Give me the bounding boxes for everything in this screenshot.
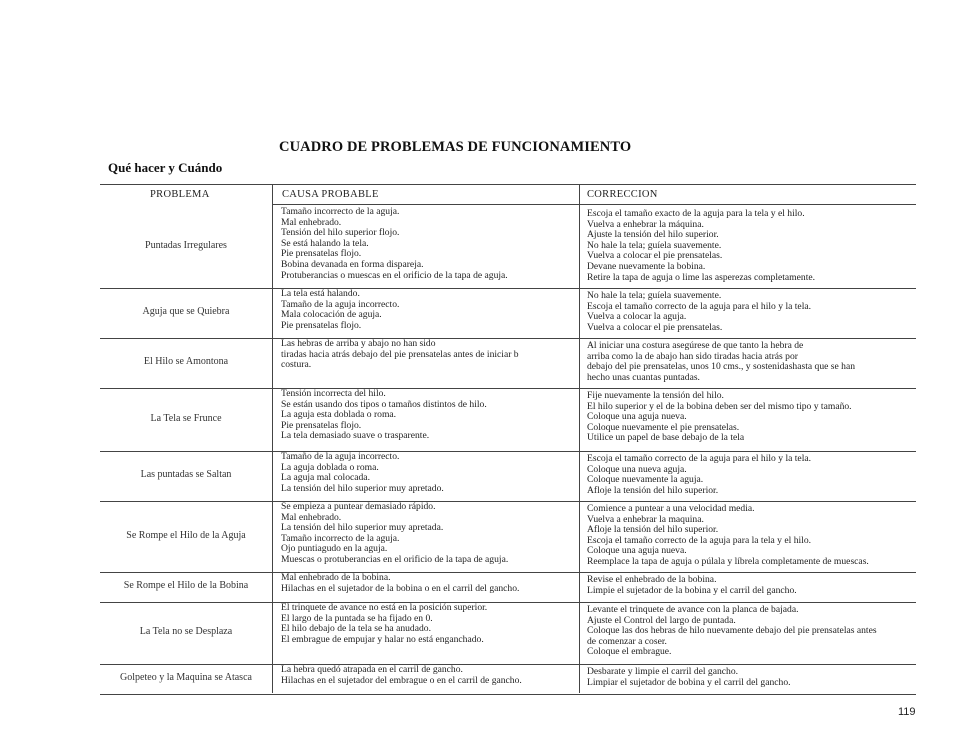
correction-line: Vuelva a enhebrar la maquina. <box>587 513 704 525</box>
cause-line: Tensión del hilo superior flojo. <box>281 227 400 239</box>
correction-cell <box>587 391 852 444</box>
table-row <box>0 289 954 337</box>
problem-label: La Tela no se Desplaza <box>139 626 233 637</box>
cause-line: La tensión del hilo superior muy apretada. <box>281 522 444 534</box>
correction-line: Desbarate y limpie el carril del gancho. <box>587 666 739 677</box>
cause-cell <box>281 502 508 566</box>
cause-line: Se está halando la tela. <box>281 237 369 249</box>
correction-cell <box>587 667 791 688</box>
correction-line: No hale la tela; guíela suavemente. <box>587 239 722 251</box>
row-separator <box>100 694 916 695</box>
header-correccion: CORRECCION <box>587 189 658 200</box>
cause-line: Ojo puntiagudo en la aguja. <box>281 543 388 555</box>
correction-line: Escoja el tamaño correcto de la aguja para el hilo y la tela. <box>587 300 812 312</box>
cause-line: Pie prensatelas flojo. <box>281 248 362 260</box>
cause-line: La aguja esta doblada o roma. <box>281 409 397 421</box>
cause-line: La tensión del hilo superior muy apretado. <box>281 482 444 494</box>
correction-cell <box>587 504 869 568</box>
cause-line: La aguja mal colocada. <box>281 472 370 484</box>
correction-line: Afloje la tensión del hilo superior. <box>587 484 719 496</box>
cause-line: Tamaño incorrecto de la aguja. <box>281 532 400 544</box>
problem-label: Puntadas Irregulares <box>145 240 227 251</box>
cause-line: El embrague de empujar y halar no está enganchado. <box>281 633 484 645</box>
problem-label: El Hilo se Amontona <box>143 356 229 367</box>
correction-line: Reemplace la tapa de aguja o púlala y líbrela completamente de muescas. <box>587 555 869 567</box>
correction-line: Coloque una aguja nueva. <box>587 411 687 423</box>
cause-line: La aguja doblada o roma. <box>281 461 379 473</box>
cause-line: El largo de la puntada se ha fijado en 0. <box>281 612 433 624</box>
table-row <box>0 665 954 693</box>
cause-line: Mala colocación de aguja. <box>281 309 382 321</box>
correction-line: Ajuste la tensión del hilo superior. <box>587 229 719 241</box>
cause-line: La tela está halando. <box>281 288 360 299</box>
header-causa: CAUSA PROBABLE <box>282 189 379 200</box>
cause-line: Las hebras de arriba y abajo no han sido <box>281 338 436 349</box>
table-row <box>0 502 954 571</box>
correction-line: Vuelva a colocar la aguja. <box>587 311 687 323</box>
cause-line: Mal enhebrado. <box>281 216 342 228</box>
correction-line: Coloque nuevamente el pie prensatelas. <box>587 421 740 433</box>
cause-cell <box>281 665 522 686</box>
cause-line: Hilachas en el sujetador de la bobina o en el carril del gancho. <box>281 582 520 594</box>
correction-line: Coloque nuevamente la aguja. <box>587 474 704 486</box>
cause-line: Mal enhebrado de la bobina. <box>281 572 391 583</box>
correction-line: Revise el enhebrado de la bobina. <box>587 574 717 585</box>
section-subtitle: Qué hacer y Cuándo <box>108 160 223 175</box>
cause-cell <box>281 389 487 442</box>
cause-line: tiradas hacia atrás debajo del pie prensatelas antes de iniciar b <box>281 348 519 360</box>
cause-line: El trinquete de avance no está en la posición superior. <box>281 602 488 613</box>
cause-cell <box>281 603 487 645</box>
page-title: CUADRO DE PROBLEMAS DE FUNCIONAMIENTO <box>279 139 632 155</box>
correction-line: Devane nuevamente la bobina. <box>587 260 706 272</box>
table-top-rule <box>100 184 916 185</box>
problem-label: Se Rompe el Hilo de la Aguja <box>126 530 246 541</box>
cause-cell <box>281 573 519 594</box>
correction-line: Utilice un papel de base debajo de la tela <box>587 432 745 444</box>
correction-cell <box>587 209 815 283</box>
correction-line: Escoja el tamaño correcto de la aguja para la tela y el hilo. <box>587 534 812 546</box>
correction-line: Afloje la tensión del hilo superior. <box>587 524 719 536</box>
correction-line: Levante el trinquete de avance con la planca de bajada. <box>587 604 799 615</box>
cause-cell <box>281 207 508 281</box>
correction-line: Comience a puntear a una velocidad media. <box>587 503 755 514</box>
correction-line: Fije nuevamente la tensión del hilo. <box>587 390 724 401</box>
table-row <box>0 389 954 450</box>
correction-line: Al iniciar una costura asegúrese de que tanto la hebra de <box>587 340 804 351</box>
correction-line: hecho unas cuantas puntadas. <box>587 371 700 383</box>
correction-line: El hilo superior y el de la bobina deben ser del mismo tipo y tamaño. <box>587 400 852 412</box>
cause-line: Pie prensatelas flojo. <box>281 419 362 431</box>
correction-line: de comenzar a coser. <box>587 635 667 647</box>
correction-line: Coloque las dos hebras de hilo nuevamente debajo del pie prensatelas antes <box>587 625 877 637</box>
problem-label: Las puntadas se Saltan <box>140 469 232 480</box>
problem-label: Golpeteo y la Maquina se Atasca <box>120 672 252 683</box>
table-row <box>0 603 954 663</box>
cause-line: Mal enhebrado. <box>281 511 342 523</box>
correction-line: Escoja el tamaño exacto de la aguja para la tela y el hilo. <box>587 208 805 219</box>
cause-line: Tamaño incorrecto de la aguja. <box>281 206 400 217</box>
correction-line: arriba como la de abajo han sido tiradas hacia atrás por <box>587 350 798 362</box>
correction-line: Vuelva a enhebrar la máquina. <box>587 218 704 230</box>
correction-line: Coloque el embrague. <box>587 646 672 658</box>
table-row <box>0 339 954 387</box>
correction-line: Escoja el tamaño correcto de la aguja para el hilo y la tela. <box>587 453 812 464</box>
cause-cell <box>281 452 444 494</box>
table-row <box>0 207 954 287</box>
cause-cell <box>281 289 399 331</box>
problem-label: Se Rompe el Hilo de la Bobina <box>123 580 249 591</box>
correction-cell <box>587 341 855 383</box>
problem-label: La Tela se Frunce <box>150 413 222 424</box>
correction-cell <box>587 575 797 596</box>
problem-label: Aguja que se Quiebra <box>142 306 230 317</box>
correction-cell <box>587 454 811 496</box>
cause-line: Protuberancias o muescas en el orificio de la tapa de aguja. <box>281 269 508 281</box>
correction-line: debajo del pie prensatelas, unos 10 cms., y sostenidashasta que se han <box>587 361 856 373</box>
cause-line: Tensión incorrecta del hilo. <box>281 388 386 399</box>
cause-line: La hebra quedó atrapada en el carril de gancho. <box>281 664 463 675</box>
correction-line: Coloque una nueva aguja. <box>587 463 687 475</box>
correction-line: Limpie el sujetador de la bobina y el carril del gancho. <box>587 584 797 596</box>
cause-line: Tamaño de la aguja incorrecto. <box>281 298 400 310</box>
cause-line: Se están usando dos tipos o tamaños distintos de hilo. <box>281 398 487 410</box>
cause-line: Pie prensatelas flojo. <box>281 319 362 331</box>
header-bottom-rule <box>272 204 916 205</box>
cause-line: Muescas o protuberancias en el orificio de la tapa de aguja. <box>281 553 509 565</box>
cause-line: Se empieza a puntear demasiado rápido. <box>281 501 436 512</box>
correction-line: Vuelva a colocar el pie prensatelas. <box>587 250 723 262</box>
correction-line: Ajuste el Control del largo de puntada. <box>587 614 736 626</box>
cause-line: La tela demasiado suave o trasparente. <box>281 430 430 442</box>
correction-cell <box>587 291 811 333</box>
table-row <box>0 452 954 500</box>
cause-line: Tamaño de la aguja incorrecto. <box>281 451 400 462</box>
cause-line: El hilo debajo de la tela se ha anudado. <box>281 623 431 635</box>
cause-line: Hilachas en el sujetador del embrague o en el carril de gancho. <box>281 674 522 686</box>
header-problema: PROBLEMA <box>150 189 210 200</box>
cause-line: Bobina devanada en forma dispareja. <box>281 258 424 270</box>
cause-line: costura. <box>281 359 312 371</box>
correction-line: Vuelva a colocar el pie prensatelas. <box>587 321 723 333</box>
correction-line: Limpiar el sujetador de bobina y el carril del gancho. <box>587 676 791 688</box>
correction-cell <box>587 605 877 658</box>
correction-line: No hale la tela; guíela suavemente. <box>587 290 722 301</box>
cause-cell <box>281 339 519 371</box>
page-number: 119 <box>898 706 916 718</box>
correction-line: Coloque una aguja nueva. <box>587 545 687 557</box>
correction-line: Retire la tapa de aguja o lime las asperezas completamente. <box>587 271 816 283</box>
table-row <box>0 573 954 601</box>
